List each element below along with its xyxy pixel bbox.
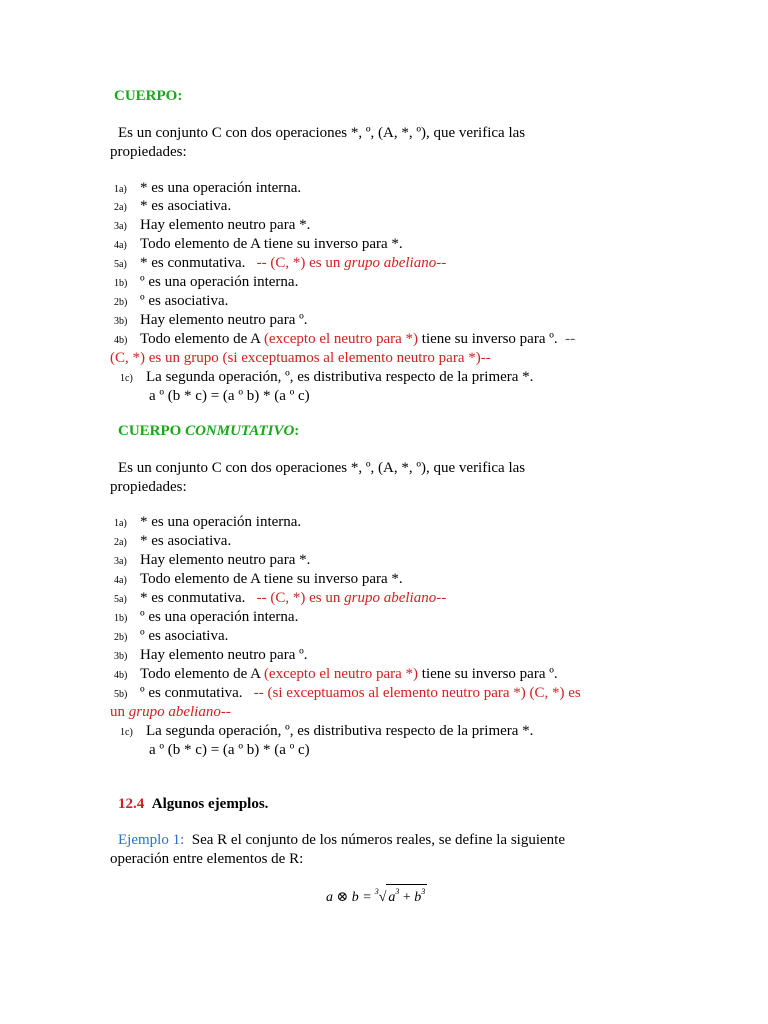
note-text: -- (C, *) es un [256, 590, 345, 606]
item-number: 4b) [114, 670, 128, 681]
red-note: -- (si exceptuamos al elemento neutro para *) (C, *) es [253, 685, 581, 701]
title-text: CUERPO [118, 423, 186, 439]
item-number: 4a) [114, 575, 127, 586]
list-item [114, 646, 308, 666]
item-number: 3b) [114, 316, 128, 327]
red-note [257, 590, 447, 606]
example-formula [326, 884, 427, 906]
list-item [114, 235, 403, 255]
var-a: a [388, 890, 396, 905]
red-note-line: (C, *) es un grupo (si exceptuamos al elemento neutro para *)-- [110, 350, 491, 366]
list-item [114, 589, 446, 609]
note-text: un [110, 704, 129, 720]
item-text: * es una operación interna. [140, 180, 302, 196]
item-number: 4b) [114, 335, 128, 346]
red-note: (excepto el neutro para *) [263, 666, 419, 682]
list-item [114, 216, 310, 236]
title-colon: : [294, 423, 300, 439]
note-italic: grupo abeliano [128, 704, 221, 720]
list-item [114, 532, 231, 552]
section-title-examples [118, 795, 268, 813]
item-text: Hay elemento neutro para º. [140, 647, 308, 663]
item-number: 2a) [114, 202, 127, 213]
list-item [114, 254, 446, 274]
radical-sign: √ [378, 890, 387, 905]
formula-lhs: a ⊗ b = [326, 890, 372, 905]
note-suffix: -- [436, 590, 447, 606]
plus-sign: + [399, 890, 415, 905]
item-text: * es conmutativa. [140, 255, 246, 271]
item-text: * es conmutativa. [140, 590, 246, 606]
item-number: 4a) [114, 240, 127, 251]
list-item [114, 197, 231, 217]
list-item [120, 722, 533, 742]
item-text: º es una operación interna. [140, 609, 299, 625]
list-item [114, 330, 575, 350]
red-note [257, 255, 447, 271]
item-number: 3a) [114, 556, 127, 567]
list-item [114, 513, 301, 533]
section-title-cuerpo: CUERPO: [114, 88, 183, 104]
item-text: * es asociativa. [140, 533, 232, 549]
note-italic: grupo abeliano [344, 255, 437, 271]
item-text: Todo elemento de A [140, 331, 264, 347]
formula: a º (b * c) = (a º b) * (a º c) [149, 388, 310, 404]
item-number: 1a) [114, 518, 127, 529]
intro-line-2: propiedades: [110, 144, 187, 160]
item-number: 1c) [120, 727, 133, 738]
item-number: 2b) [114, 297, 128, 308]
intro-line-2: propiedades: [110, 479, 187, 495]
intro-line-1: Es un conjunto C con dos operaciones *, º, (A, *, º), que verifica las [118, 460, 526, 476]
item-text: º es asociativa. [140, 628, 229, 644]
item-text: La segunda operación, º, es distributiva respecto de la primera *. [146, 723, 534, 739]
item-number: 1c) [120, 373, 133, 384]
example-line-2: operación entre elementos de R: [110, 851, 304, 867]
title-italic: CONMUTATIVO [185, 423, 295, 439]
list-item [114, 179, 301, 199]
item-number: 5a) [114, 259, 127, 270]
list-item [114, 684, 581, 704]
exponent: 3 [421, 887, 426, 896]
list-item [114, 627, 228, 647]
list-item [114, 665, 558, 685]
var-b: b [414, 890, 422, 905]
red-note: (excepto el neutro para *) [263, 331, 419, 347]
note-suffix: -- [436, 255, 447, 271]
item-text: º es conmutativa. [140, 685, 243, 701]
list-item [114, 551, 310, 571]
item-number: 5b) [114, 689, 128, 700]
item-number: 5a) [114, 594, 127, 605]
red-note: -- [565, 331, 576, 347]
list-item [114, 311, 308, 331]
list-item [114, 292, 228, 312]
list-item [120, 368, 533, 388]
item-number: 1b) [114, 613, 128, 624]
note-italic: grupo abeliano [344, 590, 437, 606]
item-text: º es una operación interna. [140, 274, 299, 290]
section-number: 12.4 [118, 796, 145, 812]
formula: a º (b * c) = (a º b) * (a º c) [149, 742, 310, 758]
intro-line-1: Es un conjunto C con dos operaciones *, º, (A, *, º), que verifica las [118, 125, 526, 141]
item-number: 1b) [114, 278, 128, 289]
item-text: Todo elemento de A tiene su inverso para *. [140, 236, 403, 252]
item-number: 2b) [114, 632, 128, 643]
item-text: Hay elemento neutro para *. [140, 217, 311, 233]
item-text: Todo elemento de A tiene su inverso para *. [140, 571, 403, 587]
example-text: Sea R el conjunto de los números reales, se define la siguiente [191, 832, 565, 848]
exponent: 3 [395, 887, 400, 896]
note-text: -- (C, *) es un [256, 255, 345, 271]
root-index: 3 [374, 887, 379, 896]
item-text: La segunda operación, º, es distributiva respecto de la primera *. [146, 369, 534, 385]
section-title-cuerpo-conmutativo [118, 422, 299, 440]
red-note-line [110, 703, 231, 721]
item-text: Todo elemento de A [140, 666, 264, 682]
section-title-text: Algunos ejemplos. [151, 796, 269, 812]
item-number: 1a) [114, 184, 127, 195]
list-item [114, 608, 298, 628]
example-label: Ejemplo 1: [118, 832, 185, 848]
item-text: * es una operación interna. [140, 514, 302, 530]
item-text: Hay elemento neutro para º. [140, 312, 308, 328]
list-item [114, 273, 298, 293]
list-item [114, 570, 403, 590]
item-text: * es asociativa. [140, 198, 232, 214]
radicand [386, 884, 427, 905]
item-number: 3b) [114, 651, 128, 662]
item-text: tiene su inverso para º. [418, 331, 558, 347]
item-text: Hay elemento neutro para *. [140, 552, 311, 568]
example-line-1 [118, 831, 565, 849]
item-text: tiene su inverso para º. [418, 666, 558, 682]
note-suffix: -- [220, 704, 231, 720]
item-number: 3a) [114, 221, 127, 232]
item-number: 2a) [114, 537, 127, 548]
item-text: º es asociativa. [140, 293, 229, 309]
